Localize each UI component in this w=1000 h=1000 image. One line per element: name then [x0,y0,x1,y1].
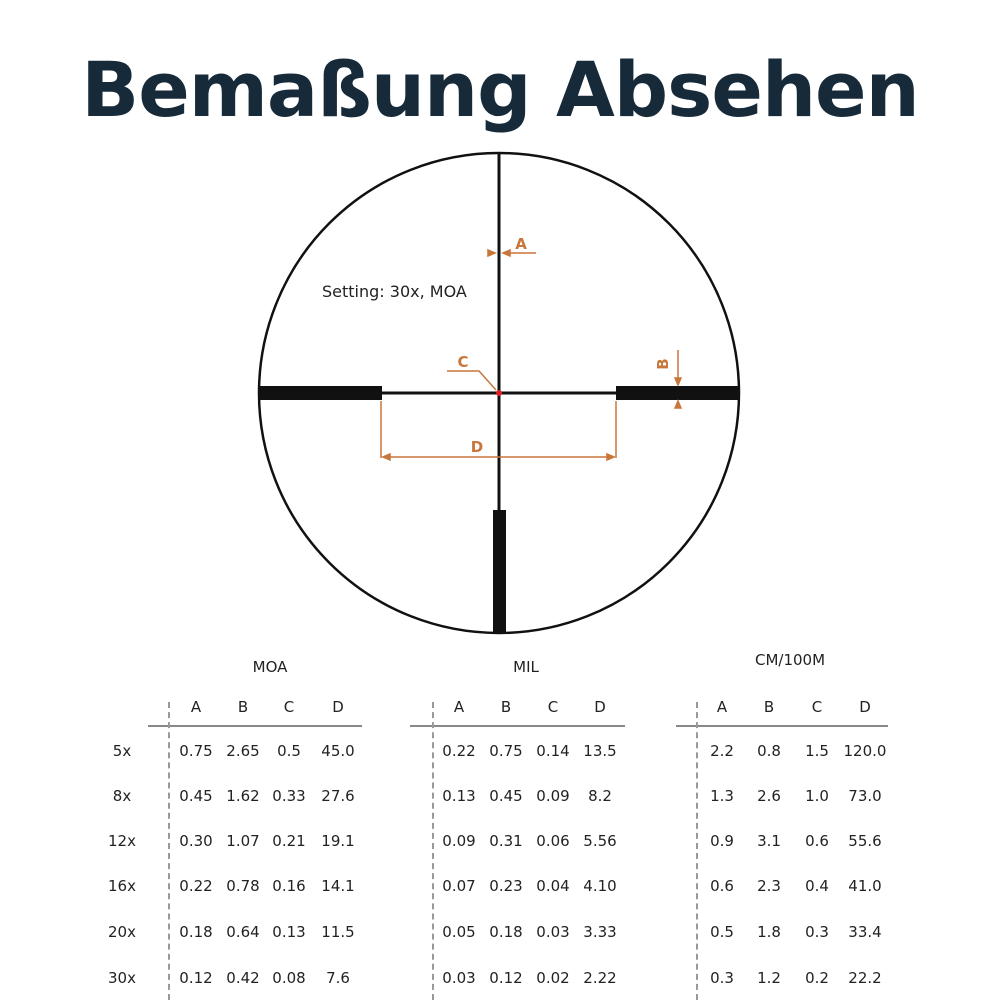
table-cell: 14.1 [321,877,355,895]
table-cell: 0.6 [805,832,829,850]
table-cell: 2.6 [757,787,781,805]
table-cell: 3.33 [583,923,617,941]
table-cell: 0.13 [442,787,476,805]
magnification-label: 16x [108,877,136,895]
table-cell: 1.62 [226,787,260,805]
table-cell: 0.12 [179,969,213,987]
magnification-label: 8x [112,787,132,805]
column-header: B [763,698,775,716]
table-cell: 0.22 [442,742,476,760]
table-cell: 0.14 [536,742,570,760]
table-cell: 1.07 [226,832,260,850]
table-cell: 0.12 [489,969,523,987]
column-header: B [500,698,512,716]
table-cell: 0.8 [757,742,781,760]
reticle-right-bar [616,386,739,400]
table-cell: 4.10 [583,877,617,895]
magnification-label: 12x [108,832,136,850]
table-cell: 73.0 [848,787,882,805]
table-cell: 0.3 [710,969,734,987]
magnification-label: 20x [108,923,136,941]
table-cell: 0.4 [805,877,829,895]
table-cell: 0.9 [710,832,734,850]
table-cell: 1.8 [757,923,781,941]
table-cell: 0.03 [442,969,476,987]
table-cell: 0.2 [805,969,829,987]
table-title: CM/100M [754,651,826,669]
table-cell: 0.78 [226,877,260,895]
table-cell: 0.5 [710,923,734,941]
table-cell: 13.5 [583,742,617,760]
column-header: C [547,698,559,716]
table-cell: 0.45 [179,787,213,805]
column-header: A [190,698,202,716]
column-header: B [237,698,249,716]
column-header: D [594,698,606,716]
table-cell: 41.0 [848,877,882,895]
table-cell: 0.64 [226,923,260,941]
column-header: A [453,698,465,716]
reticle-left-bar [259,386,382,400]
label-d: D [470,438,484,456]
table-cell: 120.0 [843,742,887,760]
table-cell: 0.03 [536,923,570,941]
table-cell: 2.3 [757,877,781,895]
magnification-label: 30x [108,969,136,987]
column-separator [168,702,170,1000]
table-cell: 0.05 [442,923,476,941]
header-rule [410,725,625,727]
table-title: MIL [513,658,539,676]
table-cell: 2.2 [710,742,734,760]
table-cell: 0.75 [179,742,213,760]
label-c: C [457,353,469,371]
label-a: A [515,235,527,253]
table-title: MOA [252,658,288,676]
table-cell: 1.3 [710,787,734,805]
table-cell: 0.75 [489,742,523,760]
table-cell: 0.16 [272,877,306,895]
table-cell: 7.6 [326,969,350,987]
table-cell: 3.1 [757,832,781,850]
table-cell: 22.2 [848,969,882,987]
table-cell: 1.0 [805,787,829,805]
table-cell: 0.09 [536,787,570,805]
magnification-label: 5x [112,742,132,760]
table-cell: 0.5 [277,742,301,760]
table-cell: 0.3 [805,923,829,941]
table-cell: 55.6 [848,832,882,850]
table-cell: 0.22 [179,877,213,895]
table-cell: 11.5 [321,923,355,941]
table-cell: 0.45 [489,787,523,805]
table-cell: 0.31 [489,832,523,850]
table-cell: 0.42 [226,969,260,987]
page-title: Bemaßung Absehen [81,45,919,134]
table-cell: 0.18 [489,923,523,941]
table-cell: 0.23 [489,877,523,895]
table-cell: 0.18 [179,923,213,941]
table-cell: 0.30 [179,832,213,850]
table-cell: 19.1 [321,832,355,850]
table-cell: 0.08 [272,969,306,987]
header-rule [676,725,888,727]
header-rule [148,725,362,727]
column-header: C [283,698,295,716]
column-header: A [716,698,728,716]
table-cell: 0.13 [272,923,306,941]
table-cell: 27.6 [321,787,355,805]
column-header: D [332,698,344,716]
column-header: D [859,698,871,716]
table-cell: 8.2 [588,787,612,805]
center-dot [496,390,502,396]
table-cell: 1.5 [805,742,829,760]
dimension-a [488,250,536,256]
table-cell: 2.65 [226,742,260,760]
reticle-bottom-post [493,510,506,633]
table-cell: 0.02 [536,969,570,987]
table-cell: 0.33 [272,787,306,805]
table-cell: 0.07 [442,877,476,895]
column-header: C [811,698,823,716]
table-cell: 2.22 [583,969,617,987]
label-b: B [654,358,672,370]
table-cell: 1.2 [757,969,781,987]
table-cell: 0.09 [442,832,476,850]
table-cell: 0.06 [536,832,570,850]
table-cell: 5.56 [583,832,617,850]
table-cell: 0.21 [272,832,306,850]
table-cell: 0.6 [710,877,734,895]
table-cell: 0.04 [536,877,570,895]
table-cell: 33.4 [848,923,882,941]
table-cell: 45.0 [321,742,355,760]
setting-text: Setting: 30x, MOA [322,282,467,301]
dimension-c [447,371,496,390]
